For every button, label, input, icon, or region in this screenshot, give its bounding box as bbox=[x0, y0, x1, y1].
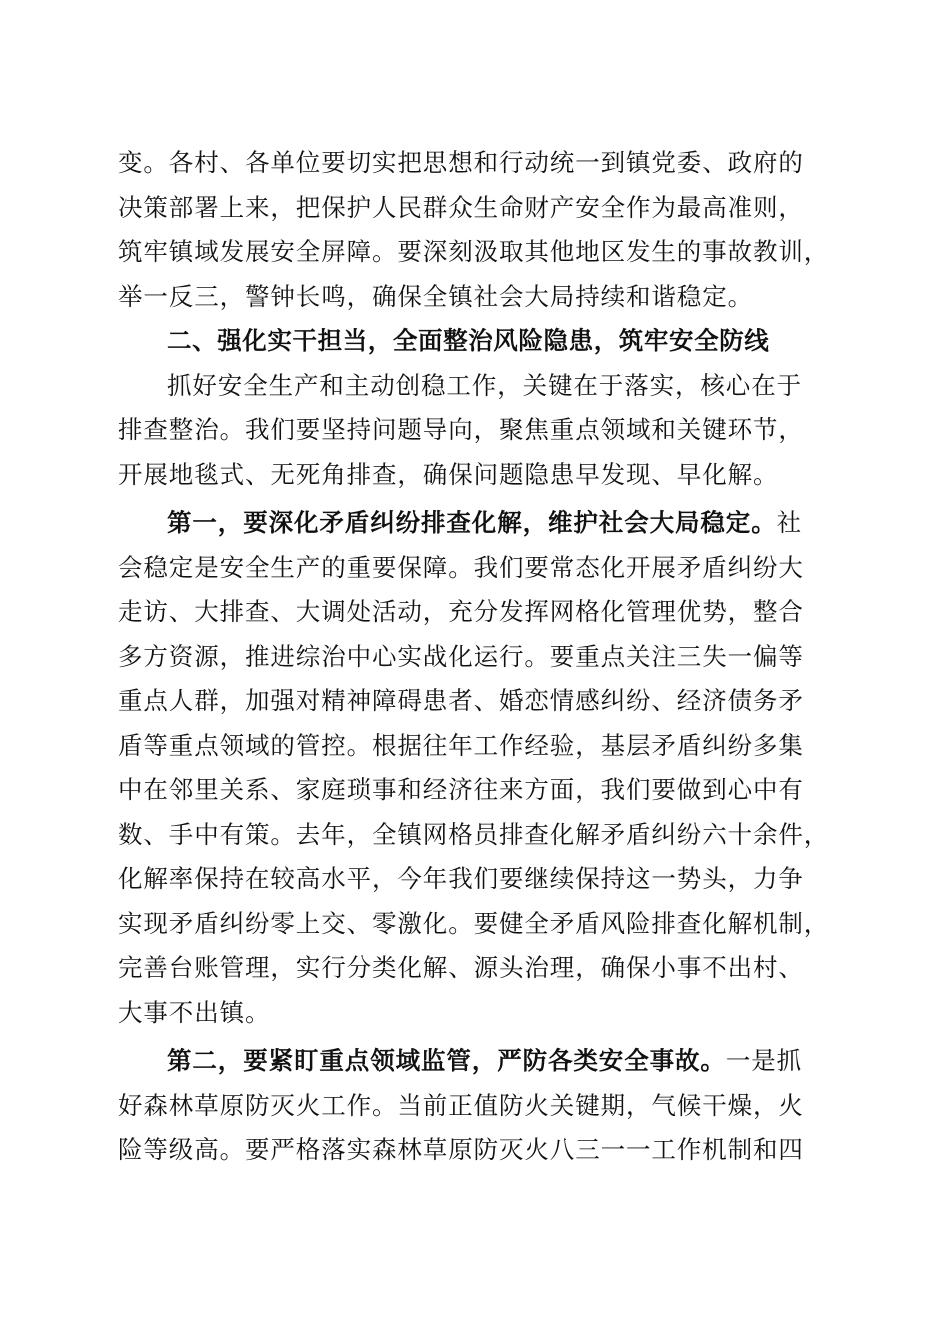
text-line: 重点人群，加强对精神障碍患者、婚恋情感纠纷、经济债务矛 bbox=[118, 686, 804, 715]
text-line: 好森林草原防灭火工作。当前正值防火关键期，气候干燥，火 bbox=[118, 1090, 804, 1120]
text-line: 盾等重点领域的管控。根据往年工作经验，基层矛盾纠纷多集 bbox=[118, 730, 804, 760]
paragraph-lead: 第一，要深化矛盾纠纷排查化解，维护社会大局稳定。 bbox=[167, 508, 777, 537]
text-line: 数、手中有策。去年，全镇网格员排查化解矛盾纠纷六十余件， bbox=[118, 819, 830, 849]
paragraph-lead: 第二，要紧盯重点领域监管，严防各类安全事故。 bbox=[167, 1046, 726, 1075]
text-line: 举一反三，警钟长鸣，确保全镇社会大局持续和谐稳定。 bbox=[118, 281, 753, 311]
text-line: 完善台账管理，实行分类化解、源头治理，确保小事不出村、 bbox=[118, 953, 804, 982]
section-heading: 二、强化实干担当，全面整治风险隐患，筑牢安全防线 bbox=[167, 326, 770, 355]
document-body bbox=[118, 141, 838, 1173]
text-line: 决策部署上来，把保护人民群众生命财产安全作为最高准则， bbox=[118, 192, 804, 222]
text-line: 抓好安全生产和主动创稳工作，关键在于落实，核心在于 bbox=[167, 370, 802, 400]
text-line: 多方资源，推进综治中心实战化运行。要重点关注三失一偏等 bbox=[118, 641, 804, 671]
text-line: 会稳定是安全生产的重要保障。我们要常态化开展矛盾纠纷大 bbox=[118, 552, 804, 582]
text-line: 大事不出镇。 bbox=[118, 997, 271, 1027]
paragraph-continuation bbox=[118, 141, 838, 319]
paragraph-first bbox=[118, 501, 838, 1035]
text-line: 变。各村、各单位要切实把思想和行动统一到镇党委、政府的 bbox=[118, 148, 804, 177]
paragraph-second bbox=[118, 1039, 838, 1173]
text-line: 筑牢镇域发展安全屏障。要深刻汲取其他地区发生的事故教训， bbox=[118, 237, 830, 266]
text-line: 中在邻里关系、家庭琐事和经济往来方面，我们要做到心中有 bbox=[118, 775, 804, 804]
text-line bbox=[118, 1039, 838, 1084]
text-line: 排查整治。我们要坚持问题导向，聚焦重点领域和关键环节， bbox=[118, 415, 804, 444]
text-line: 化解率保持在较高水平，今年我们要继续保持这一势头，力争 bbox=[118, 864, 804, 893]
paragraph-lead-tail: 一是抓 bbox=[725, 1046, 803, 1075]
text-line: 开展地毯式、无死角排查，确保问题隐患早发现、早化解。 bbox=[118, 459, 779, 489]
text-line: 险等级高。要严格落实森林草原防灭火八三一一工作机制和四 bbox=[118, 1135, 804, 1164]
text-line: 实现矛盾纠纷零上交、零激化。要健全矛盾风险排查化解机制， bbox=[118, 908, 830, 938]
text-line bbox=[118, 501, 838, 546]
paragraph-lead-tail: 社 bbox=[776, 508, 803, 537]
text-line: 走访、大排查、大调处活动，充分发挥网格化管理优势，整合 bbox=[118, 597, 804, 626]
paragraph-intro bbox=[118, 364, 838, 498]
